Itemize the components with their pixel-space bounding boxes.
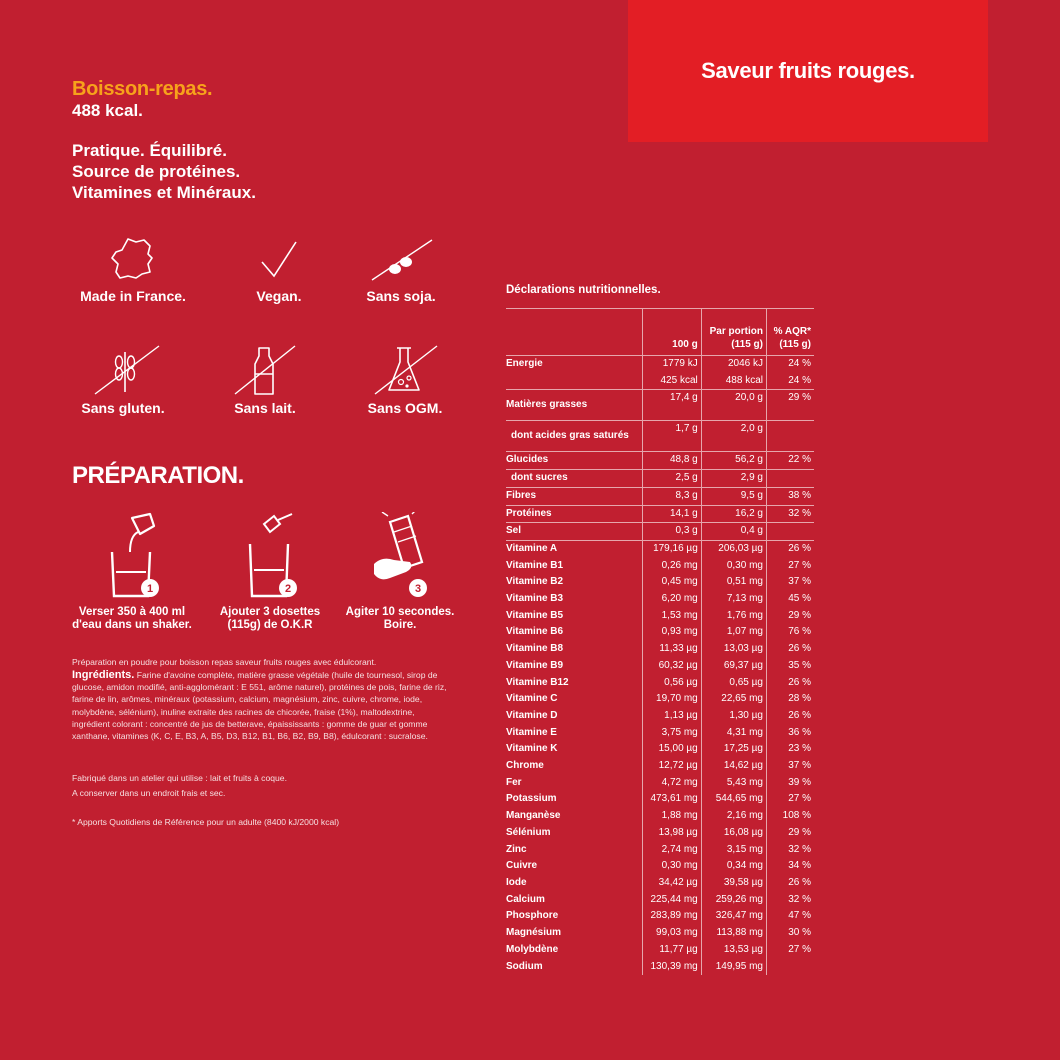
nutrient-value: 4,31 mg: [701, 725, 766, 742]
nutrient-value: 11,33 µg: [643, 641, 702, 658]
badge-vegan: [224, 236, 334, 304]
nutrient-value: 16,2 g: [701, 505, 766, 523]
nutrient-name: dont acides gras saturés: [506, 421, 643, 452]
nutrient-value: 113,88 mg: [701, 925, 766, 942]
badge-made-in-france: [78, 236, 188, 304]
nutrient-name: Vitamine D: [506, 709, 558, 721]
nutrient-value: 26 %: [766, 540, 814, 557]
nutrient-value: 544,65 mg: [701, 791, 766, 808]
nutrient-name: Cuivre: [506, 860, 538, 872]
nutrient-name: Vitamine A: [506, 542, 558, 554]
nutrition-row: [506, 842, 814, 859]
nutrition-row: [506, 959, 814, 976]
nutrition-row: [506, 356, 814, 373]
nutrient-value: 5,43 mg: [701, 775, 766, 792]
nutrient-value: 17,25 µg: [701, 741, 766, 758]
step-text: Agiter 10 secondes. Boire.: [345, 606, 455, 631]
nutrient-value: 2,0 g: [701, 421, 766, 452]
nutrient-value: 2046 kJ: [701, 356, 766, 373]
nutrition-row: [506, 691, 814, 708]
badge-label: Vegan.: [256, 288, 302, 304]
nutrient-value: 32 %: [766, 842, 814, 859]
nutrient-name: dont sucres: [506, 470, 643, 488]
nutrition-row: [506, 373, 814, 390]
allergen-note: Fabriqué dans un atelier qui utilise : lait et fruits à coque.: [72, 773, 287, 783]
nutrient-value: 27 %: [766, 791, 814, 808]
nutrient-value: 37 %: [766, 574, 814, 591]
nutrient-value: 13,98 µg: [643, 825, 702, 842]
nutrient-name: Vitamine K: [506, 743, 558, 755]
nutrient-value: 32 %: [766, 892, 814, 909]
nutrient-name: Zinc: [506, 843, 527, 855]
nutrient-value: 13,03 µg: [701, 641, 766, 658]
product-description: Préparation en poudre pour boisson repas saveur fruits rouges avec édulcorant.: [72, 657, 377, 667]
nutrient-value: 29 %: [766, 825, 814, 842]
nutrient-value: 24 %: [766, 373, 814, 390]
nutrient-value: 283,89 mg: [643, 908, 702, 925]
nutrition-row: [506, 574, 814, 591]
nutrient-value: 4,72 mg: [643, 775, 702, 792]
nutrient-value: 0,30 mg: [701, 558, 766, 575]
badge-label: Sans OGM.: [367, 400, 443, 416]
nutrient-value: 32 %: [766, 505, 814, 523]
nutrient-value: 26 %: [766, 875, 814, 892]
ingredients-label: Ingrédients.: [72, 669, 135, 681]
nutrition-row: [506, 540, 814, 557]
nutrition-row: [506, 858, 814, 875]
nutrient-value: 23 %: [766, 741, 814, 758]
nutrient-value: 39,58 µg: [701, 875, 766, 892]
nutrient-value: 26 %: [766, 675, 814, 692]
nutrient-value: 29 %: [766, 608, 814, 625]
flavor-banner: [628, 0, 988, 142]
nutrition-row: [506, 925, 814, 942]
nutrient-value: 34,42 µg: [643, 875, 702, 892]
nutrient-name: Manganèse: [506, 810, 561, 822]
calorie-count: 488 kcal.: [72, 101, 143, 120]
nutrition-row: [506, 558, 814, 575]
nutrient-name: Vitamine B2: [506, 576, 564, 588]
step-number: 2: [284, 583, 292, 595]
nutrition-row: [506, 421, 814, 452]
nutrient-name: Vitamine C: [506, 693, 558, 705]
wheat-crossed-icon: [83, 342, 163, 398]
nutrient-value: 259,26 mg: [701, 892, 766, 909]
claim-line: Vitamines et Minéraux.: [72, 183, 256, 202]
nutrient-value: 26 %: [766, 641, 814, 658]
nutrient-value: [766, 470, 814, 488]
nutrient-name: Vitamine B6: [506, 626, 564, 638]
nutrient-value: 27 %: [766, 942, 814, 959]
flavor-label: Saveur fruits rouges.: [701, 58, 915, 83]
nutrient-value: 2,16 mg: [701, 808, 766, 825]
nutrient-name: Glucides: [506, 452, 643, 470]
nutrient-name: Potassium: [506, 793, 557, 805]
nutrient-name: Vitamine B8: [506, 643, 564, 655]
nutrient-value: 29 %: [766, 390, 814, 421]
footnote: * Apports Quotidiens de Référence pour un adulte (8400 kJ/2000 kcal): [72, 817, 340, 827]
nutrient-value: 1,53 mg: [643, 608, 702, 625]
france-map-icon: [108, 236, 158, 282]
nutrient-value: 7,13 mg: [701, 591, 766, 608]
pour-water-icon: [92, 512, 172, 600]
nutrition-row: [506, 825, 814, 842]
nutrient-value: 37 %: [766, 758, 814, 775]
nutrition-header-cell: [506, 309, 643, 356]
nutrient-value: 2,74 mg: [643, 842, 702, 859]
nutrition-row: [506, 725, 814, 742]
nutrient-name: Vitamine E: [506, 726, 557, 738]
nutrition-row: [506, 942, 814, 959]
badge-sans-gluten: [68, 342, 178, 416]
nutrient-value: 15,00 µg: [643, 741, 702, 758]
nutrition-row: [506, 608, 814, 625]
nutrition-row: [506, 908, 814, 925]
nutrient-value: 0,56 µg: [643, 675, 702, 692]
nutrient-value: 16,08 µg: [701, 825, 766, 842]
nutrient-value: 488 kcal: [701, 373, 766, 390]
nutrient-value: 206,03 µg: [701, 540, 766, 557]
nutrition-row: [506, 624, 814, 641]
preparation-title: PRÉPARATION.: [72, 462, 244, 489]
nutrient-name: Energie: [506, 358, 543, 369]
nutrient-value: 45 %: [766, 591, 814, 608]
prep-step-2: [200, 512, 340, 632]
claim-line: Pratique. Équilibré.: [72, 141, 227, 160]
product-claims: [72, 140, 256, 203]
nutrient-value: 3,75 mg: [643, 725, 702, 742]
nutrition-row: [506, 741, 814, 758]
nutrient-value: 225,44 mg: [643, 892, 702, 909]
nutrient-value: 30 %: [766, 925, 814, 942]
nutrient-value: 76 %: [766, 624, 814, 641]
nutrient-value: 26 %: [766, 708, 814, 725]
nutrition-header-cell: % AQR* (115 g): [766, 309, 814, 356]
nutrient-value: 2,9 g: [701, 470, 766, 488]
nutrition-row: [506, 808, 814, 825]
nutrient-value: 1,7 g: [643, 421, 702, 452]
nutrient-value: 27 %: [766, 558, 814, 575]
nutrient-value: 473,61 mg: [643, 791, 702, 808]
nutrient-value: 0,51 mg: [701, 574, 766, 591]
nutrient-value: 425 kcal: [643, 373, 702, 390]
nutrient-value: 0,30 mg: [643, 858, 702, 875]
flask-crossed-icon: [365, 342, 445, 398]
nutrient-value: 0,4 g: [701, 523, 766, 541]
nutrient-value: 108 %: [766, 808, 814, 825]
nutrient-name: Phosphore: [506, 910, 559, 922]
nutrient-value: 130,39 mg: [643, 959, 702, 976]
nutrient-name: Sélénium: [506, 826, 551, 838]
ingredients-block: [72, 669, 450, 742]
nutrition-row: [506, 390, 814, 421]
nutrient-value: 36 %: [766, 725, 814, 742]
nutrition-row: [506, 892, 814, 909]
badge-label: Made in France.: [80, 288, 186, 304]
nutrient-name: Vitamine B12: [506, 676, 569, 688]
step-number: 1: [146, 583, 154, 595]
nutrient-value: 1,13 µg: [643, 708, 702, 725]
nutrient-value: 17,4 g: [643, 390, 702, 421]
nutrient-name: Sel: [506, 523, 643, 541]
ingredients-text: Farine d'avoine complète, matière grasse végétale (huile de tournesol, sirop de glucose, amidon modifié, anti-agglomérant : E 551, arôme naturel), protéines de pois, farine de riz, farine de lin, arômes, minéraux (potassium, calcium, magnésium, zinc, cuivre, chrome, iode, molybdène, sélénium), inuline extraite des racines de chicorée, fraise (1%), maltodextrine, ingrédient colorant : concentré de jus de betterave, épaississants : gomme de guar et gomme xanthane, vitamines (K, C, E, B3, A, B5, D3, B12, B1, B6, B2, B9, B8), édulcorant : sucralose.: [72, 670, 447, 742]
nutrient-value: 56,2 g: [701, 452, 766, 470]
nutrient-value: 34 %: [766, 858, 814, 875]
nutrient-value: [766, 523, 814, 541]
nutrient-value: 179,16 µg: [643, 540, 702, 557]
nutrient-value: 3,15 mg: [701, 842, 766, 859]
nutrient-value: 0,93 mg: [643, 624, 702, 641]
nutrition-title: Déclarations nutritionnelles.: [506, 284, 661, 296]
nutrient-value: 19,70 mg: [643, 691, 702, 708]
nutrient-value: 0,65 µg: [701, 675, 766, 692]
nutrient-name: Vitamine B9: [506, 659, 564, 671]
nutrient-value: 13,53 µg: [701, 942, 766, 959]
nutrient-value: 48,8 g: [643, 452, 702, 470]
nutrient-value: 1779 kJ: [643, 356, 702, 373]
nutrient-name: Chrome: [506, 760, 544, 772]
nutrient-value: 24 %: [766, 356, 814, 373]
nutrient-value: 12,72 µg: [643, 758, 702, 775]
nutrient-value: [766, 421, 814, 452]
nutrient-value: 9,5 g: [701, 487, 766, 505]
nutrition-row: [506, 523, 814, 541]
nutrient-value: 8,3 g: [643, 487, 702, 505]
nutrient-name: Protéines: [506, 505, 643, 523]
nutrition-row: [506, 791, 814, 808]
nutrient-name: Fibres: [506, 487, 643, 505]
nutrient-name: Sodium: [506, 960, 543, 972]
nutrient-value: 35 %: [766, 658, 814, 675]
nutrient-value: 6,20 mg: [643, 591, 702, 608]
prep-step-3: [330, 512, 470, 632]
nutrition-row: [506, 775, 814, 792]
nutrient-value: 22,65 mg: [701, 691, 766, 708]
checkmark-icon: [254, 236, 304, 282]
nutrient-value: 14,1 g: [643, 505, 702, 523]
nutrient-value: 99,03 mg: [643, 925, 702, 942]
nutrition-row: [506, 658, 814, 675]
step-text: Ajouter 3 dosettes (115g) de O.K.R: [219, 606, 321, 631]
nutrition-row: [506, 591, 814, 608]
nutrient-value: 1,76 mg: [701, 608, 766, 625]
nutrient-name: Vitamine B3: [506, 593, 564, 605]
nutrition-header-cell: 100 g: [643, 309, 702, 356]
nutrition-row: [506, 487, 814, 505]
nutrient-value: 0,3 g: [643, 523, 702, 541]
nutrition-row: [506, 505, 814, 523]
nutrient-value: 39 %: [766, 775, 814, 792]
nutrient-value: 11,77 µg: [643, 942, 702, 959]
nutrient-value: 1,07 mg: [701, 624, 766, 641]
milk-bottle-crossed-icon: [225, 342, 305, 398]
nutrient-name: Vitamine B5: [506, 609, 564, 621]
nutrient-value: 47 %: [766, 908, 814, 925]
nutrient-value: 0,45 mg: [643, 574, 702, 591]
nutrient-value: 69,37 µg: [701, 658, 766, 675]
nutrition-row: [506, 452, 814, 470]
nutrient-name: [506, 373, 643, 390]
shake-hand-icon: [360, 512, 440, 600]
nutrition-row: [506, 470, 814, 488]
nutrient-value: 149,95 mg: [701, 959, 766, 976]
nutrient-value: 1,30 µg: [701, 708, 766, 725]
nutrient-value: 60,32 µg: [643, 658, 702, 675]
scoop-powder-icon: [230, 512, 310, 600]
nutrient-value: 38 %: [766, 487, 814, 505]
nutrient-value: 20,0 g: [701, 390, 766, 421]
nutrient-name: Molybdène: [506, 943, 559, 955]
badge-label: Sans gluten.: [81, 400, 165, 416]
nutrition-row: [506, 758, 814, 775]
nutrition-header-cell: Par portion (115 g): [701, 309, 766, 356]
badge-sans-ogm: [350, 342, 460, 416]
badge-label: Sans lait.: [234, 400, 296, 416]
claim-line: Source de protéines.: [72, 162, 241, 181]
prep-step-1: [62, 512, 202, 632]
nutrient-name: Iode: [506, 876, 527, 888]
nutrient-name: Fer: [506, 776, 522, 788]
nutrient-name: Matières grasses: [506, 390, 643, 421]
nutrient-value: [766, 959, 814, 976]
nutrient-value: 1,88 mg: [643, 808, 702, 825]
nutrient-name: Vitamine B1: [506, 559, 564, 571]
badge-sans-soja: [346, 236, 456, 304]
step-number: 3: [414, 583, 422, 595]
nutrient-value: 2,5 g: [643, 470, 702, 488]
nutrition-row: [506, 641, 814, 658]
nutrition-row: [506, 675, 814, 692]
nutrient-value: 326,47 mg: [701, 908, 766, 925]
nutrient-name: Magnésium: [506, 927, 562, 939]
badge-label: Sans soja.: [366, 288, 436, 304]
step-text: Verser 350 à 400 ml d'eau dans un shaker.: [72, 606, 192, 631]
badge-sans-lait: [210, 342, 320, 416]
nutrition-row: [506, 875, 814, 892]
nutrient-value: 0,34 mg: [701, 858, 766, 875]
nutrient-value: 22 %: [766, 452, 814, 470]
nutrient-value: 14,62 µg: [701, 758, 766, 775]
nutrition-table: [506, 308, 814, 975]
nutrition-row: [506, 708, 814, 725]
soy-bean-crossed-icon: [366, 236, 436, 282]
nutrient-name: Calcium: [506, 893, 545, 905]
storage-note: A conserver dans un endroit frais et sec.: [72, 788, 226, 798]
nutrient-value: 0,26 mg: [643, 558, 702, 575]
product-title: Boisson-repas.: [72, 78, 213, 100]
nutrient-value: 28 %: [766, 691, 814, 708]
